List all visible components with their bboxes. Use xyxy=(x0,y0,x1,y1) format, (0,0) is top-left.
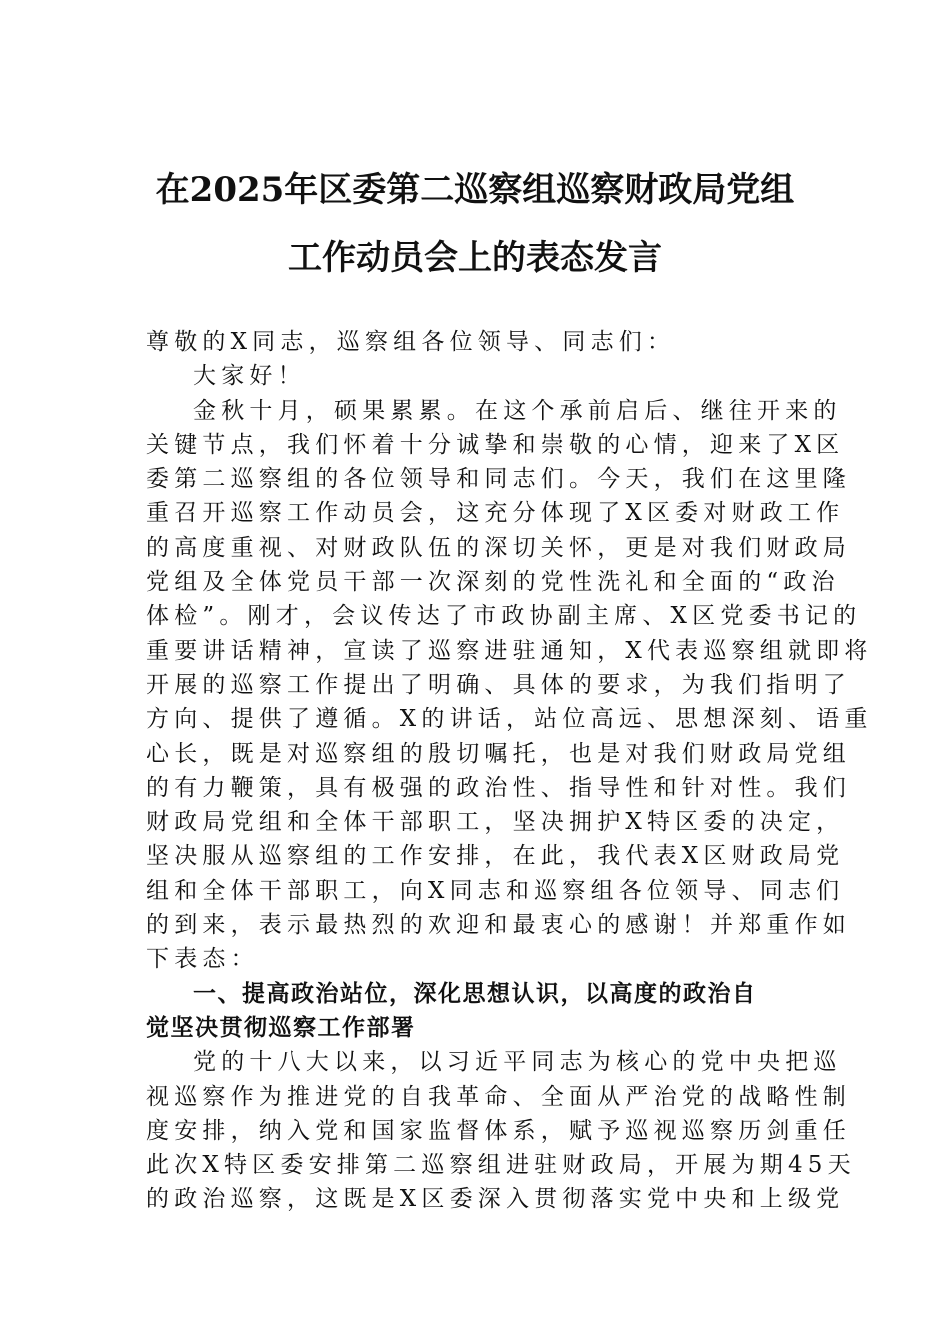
section-1-heading xyxy=(146,977,806,1046)
paragraph-2 xyxy=(146,1045,856,1216)
paragraph-line: 坚决服从巡察组的工作安排，在此，我代表X区财政局党 xyxy=(146,843,845,870)
paragraph-line: 的政治巡察，这既是X区委深入贯彻落实党中央和上级党 xyxy=(146,1186,845,1213)
document-body xyxy=(146,325,873,1217)
paragraph-line: 度安排，纳入党和国家监督体系，赋予巡视巡察历剑重任 xyxy=(146,1117,851,1144)
paragraph-line: 金秋十月，硕果累累。在这个承前启后、继往开来的 xyxy=(193,397,842,424)
paragraph-line: 心长，既是对巡察组的殷切嘱托，也是对我们财政局党组 xyxy=(146,740,851,767)
paragraph-line: 此次X特区委安排第二巡察组进驻财政局，开展为期45天 xyxy=(146,1152,856,1179)
paragraph-line: 关键节点，我们怀着十分诚挚和崇敬的心情，迎来了X区 xyxy=(146,431,845,458)
paragraph-line: 重要讲话精神，宣读了巡察进驻通知，X代表巡察组就即将 xyxy=(146,637,873,664)
paragraph-line: 党的十八大以来，以习近平同志为核心的党中央把巡 xyxy=(193,1049,842,1076)
section-heading-line: 觉坚决贯彻巡察工作部署 xyxy=(146,1014,416,1041)
paragraph-line: 下表态： xyxy=(146,946,259,973)
paragraph-1 xyxy=(146,394,873,977)
salutation: 尊敬的X同志，巡察组各位领导、同志们： xyxy=(146,329,676,355)
greeting: 大家好！ xyxy=(193,363,306,390)
paragraph-line: 的有力鞭策，具有极强的政治性、指导性和针对性。我们 xyxy=(146,774,851,801)
document-title-line-1: 在2025年区委第二巡察组巡察财政局党组 xyxy=(155,170,795,210)
paragraph-line: 体检”。刚才，会议传达了市政协副主席、X区党委书记的 xyxy=(146,603,862,630)
paragraph-line: 的高度重视、对财政队伍的深切关怀，更是对我们财政局 xyxy=(146,534,851,561)
paragraph-line: 的到来，表示最热烈的欢迎和最衷心的感谢！并郑重作如 xyxy=(146,912,851,939)
document-title-line-2: 工作动员会上的表态发言 xyxy=(288,238,662,278)
paragraph-line: 组和全体干部职工，向X同志和巡察组各位领导、同志们 xyxy=(146,877,845,904)
paragraph-line: 党组及全体党员干部一次深刻的党性洗礼和全面的“政治 xyxy=(146,569,840,596)
paragraph-line: 方向、提供了遵循。X的讲话，站位高远、思想深刻、语重 xyxy=(146,706,873,733)
paragraph-line: 委第二巡察组的各位领导和同志们。今天，我们在这里隆 xyxy=(146,466,851,493)
paragraph-line: 开展的巡察工作提出了明确、具体的要求，为我们指明了 xyxy=(146,671,851,698)
section-heading-line: 一、提高政治站位，深化思想认识，以高度的政治自 xyxy=(193,980,757,1007)
paragraph-line: 重召开巡察工作动员会，这充分体现了X区委对财政工作 xyxy=(146,500,845,527)
paragraph-line: 财政局党组和全体干部职工，坚决拥护X特区委的决定， xyxy=(146,809,845,836)
paragraph-line: 视巡察作为推进党的自我革命、全面从严治党的战略性制 xyxy=(146,1083,851,1110)
